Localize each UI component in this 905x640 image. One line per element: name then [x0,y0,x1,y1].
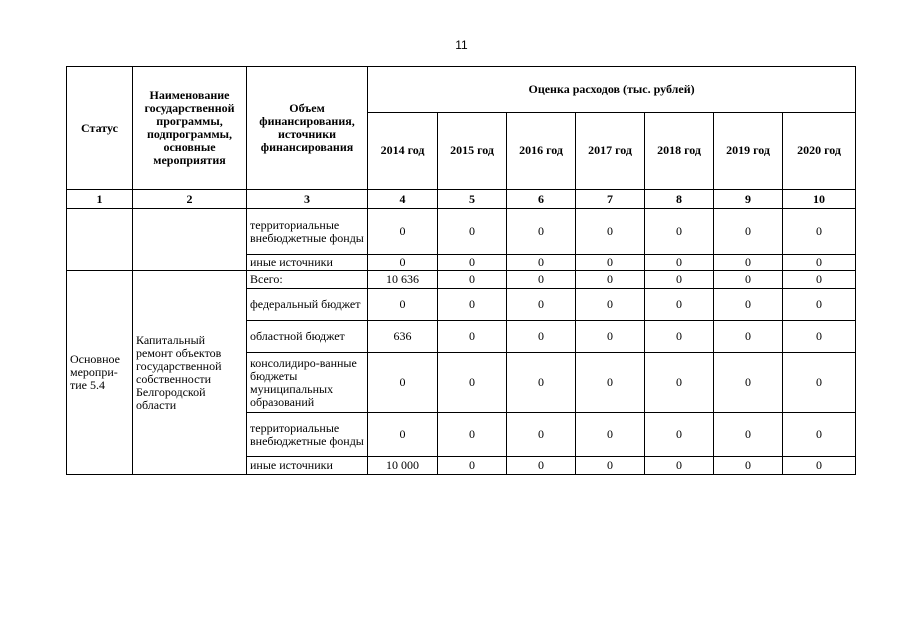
header-status: Статус [67,67,133,190]
value-cell: 0 [368,289,438,321]
value-cell: 0 [438,413,507,457]
column-number: 1 [67,190,133,209]
value-cell: 0 [645,353,714,413]
value-cell: 0 [438,321,507,353]
value-cell: 0 [783,413,856,457]
source-cell: территориальные внебюджетные фонды [247,413,368,457]
value-cell: 0 [507,457,576,475]
column-number: 6 [507,190,576,209]
value-cell: 0 [576,289,645,321]
value-cell: 0 [507,289,576,321]
header-year: 2020 год [783,112,856,189]
source-cell: иные источники [247,457,368,475]
source-cell: областной бюджет [247,321,368,353]
column-number: 10 [783,190,856,209]
value-cell: 0 [576,271,645,289]
value-cell: 0 [783,457,856,475]
value-cell: 0 [714,209,783,255]
value-cell: 0 [438,289,507,321]
header-volume: Объем финансирования, источники финансирования [247,67,368,190]
value-cell: 0 [507,255,576,271]
value-cell: 0 [507,321,576,353]
value-cell: 0 [438,271,507,289]
column-number-row [67,190,856,209]
value-cell: 0 [576,457,645,475]
source-cell: федеральный бюджет [247,289,368,321]
value-cell: 0 [783,209,856,255]
value-cell: 0 [783,255,856,271]
value-cell: 0 [645,321,714,353]
column-number: 8 [645,190,714,209]
header-year: 2018 год [645,112,714,189]
header-name: Наименование государственной программы, подпрограммы, основные мероприятия [133,67,247,190]
value-cell: 0 [507,271,576,289]
value-cell: 0 [783,289,856,321]
value-cell: 0 [645,457,714,475]
source-cell: иные источники [247,255,368,271]
value-cell: 0 [783,353,856,413]
value-cell: 0 [645,255,714,271]
source-cell: территориальные внебюджетные фонды [247,209,368,255]
source-cell: консолидиро-ванные бюджеты муниципальных образований [247,353,368,413]
value-cell: 0 [368,413,438,457]
empty-status-cell [67,209,133,271]
budget-table [66,66,856,475]
value-cell: 0 [438,255,507,271]
value-cell: 10 000 [368,457,438,475]
column-number: 3 [247,190,368,209]
column-number: 4 [368,190,438,209]
value-cell: 0 [783,321,856,353]
value-cell: 0 [714,321,783,353]
value-cell: 0 [438,457,507,475]
value-cell: 0 [507,413,576,457]
value-cell: 0 [576,413,645,457]
column-number: 7 [576,190,645,209]
value-cell: 0 [645,209,714,255]
value-cell: 0 [783,271,856,289]
value-cell: 0 [368,255,438,271]
value-cell: 0 [714,255,783,271]
column-number: 9 [714,190,783,209]
value-cell: 0 [438,353,507,413]
header-year: 2017 год [576,112,645,189]
table-row [67,209,856,255]
value-cell: 0 [714,289,783,321]
header-year: 2014 год [368,112,438,189]
value-cell: 0 [645,271,714,289]
value-cell: 0 [645,413,714,457]
table-row [67,271,856,289]
value-cell: 0 [714,353,783,413]
value-cell: 0 [576,209,645,255]
header-estimate: Оценка расходов (тыс. рублей) [368,67,856,113]
header-year: 2019 год [714,112,783,189]
column-number: 5 [438,190,507,209]
value-cell: 0 [645,289,714,321]
value-cell: 0 [507,209,576,255]
activity-status: Основное меропри-тие 5.4 [67,271,133,475]
value-cell: 10 636 [368,271,438,289]
column-number: 2 [133,190,247,209]
value-cell: 0 [438,209,507,255]
value-cell: 0 [576,321,645,353]
value-cell: 0 [714,271,783,289]
header-year: 2016 год [507,112,576,189]
value-cell: 636 [368,321,438,353]
page-number: 11 [455,38,468,52]
value-cell: 0 [576,353,645,413]
value-cell: 0 [368,353,438,413]
value-cell: 0 [714,457,783,475]
empty-name-cell [133,209,247,271]
value-cell: 0 [714,413,783,457]
value-cell: 0 [576,255,645,271]
source-cell: Всего: [247,271,368,289]
value-cell: 0 [507,353,576,413]
activity-name: Капитальный ремонт объектов государственной собственности Белгородской области [133,271,247,475]
header-year: 2015 год [438,112,507,189]
value-cell: 0 [368,209,438,255]
